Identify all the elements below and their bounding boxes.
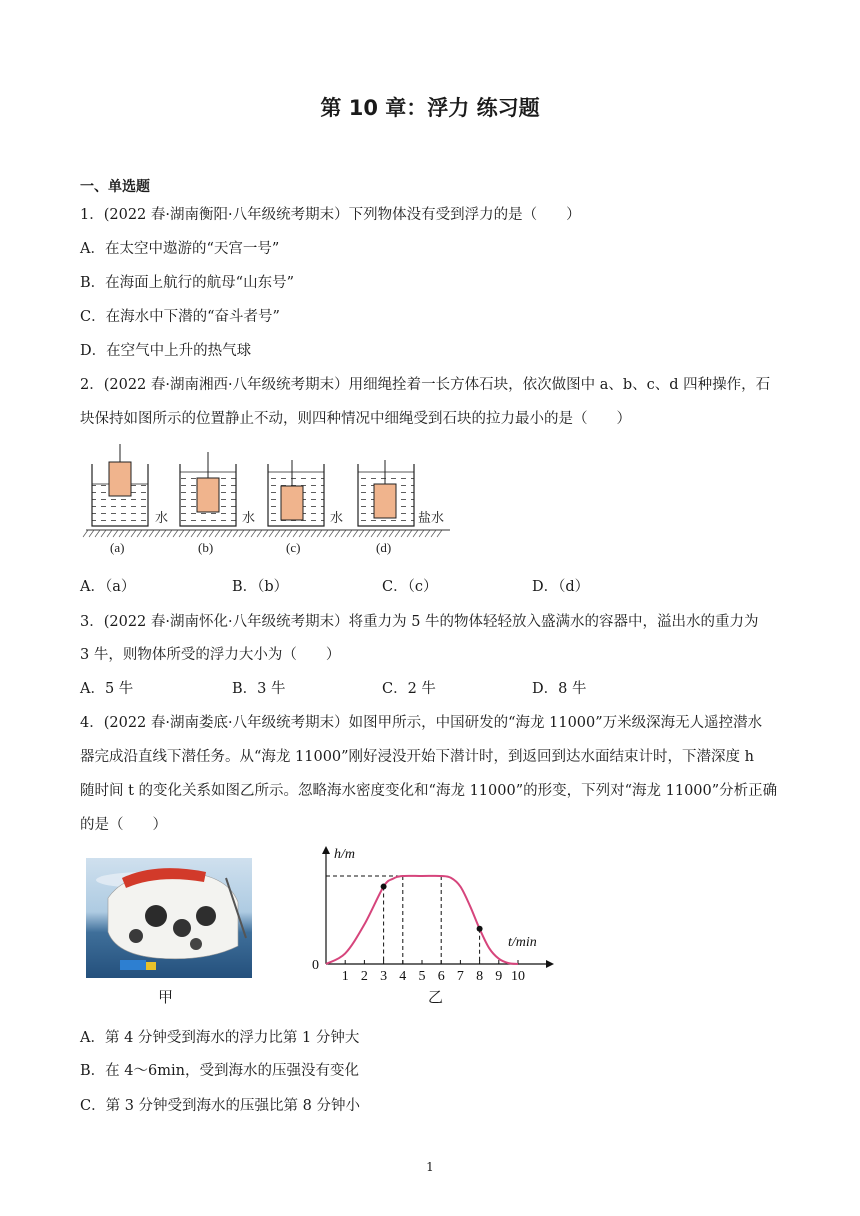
q2-stem-line1: 2．(2022 春·湖南湘西·八年级统考期末）用细绳拴着一长方体石块，依次做图中 a、b、c、d 四种操作，石	[80, 377, 771, 393]
y-axis-label: h/m	[334, 847, 355, 862]
q1-option-a: A．在太空中遨游的“天宫一号”	[80, 241, 280, 257]
q1-option-c: C．在海水中下潜的“奋斗者号”	[80, 309, 280, 325]
q3-stem-line2: 3 牛，则物体所受的浮力大小为（ ）	[80, 647, 341, 663]
origin-label: 0	[312, 958, 319, 973]
q2-stem-line2: 块保持如图所示的位置静止不动，则四种情况中细绳受到石块的拉力最小的是（ ）	[80, 411, 631, 427]
q4-stem-line3: 随时间 t 的变化关系如图乙所示。忽略海水密度变化和“海龙 11000”的形变，下列对“海龙 11000”分析正确	[80, 783, 778, 799]
q3-stem-line1: 3．(2022 春·湖南怀化·八年级统考期末）将重力为 5 牛的物体轻轻放入盛满水的容器中，溢出水的重力为	[80, 614, 759, 630]
q2-option-a: A．（a）	[80, 579, 136, 595]
q4-option-c: C．第 3 分钟受到海水的压强比第 8 分钟小	[80, 1098, 360, 1114]
marked-point-8	[477, 926, 483, 932]
q2-figure	[80, 440, 460, 564]
q1-stem: 1．(2022 春·湖南衡阳·八年级统考期末）下列物体没有受到浮力的是（ ）	[80, 207, 581, 223]
q1-option-d: D．在空气中上升的热气球	[80, 343, 252, 359]
q2-option-d: D．（d）	[532, 579, 590, 595]
q3-option-d: D．8 牛	[532, 681, 587, 697]
x-axis-arrow	[546, 960, 554, 968]
x-tick-label-5: 5	[418, 969, 426, 984]
x-tick-label-4: 4	[399, 969, 407, 984]
x-axis-label: t/min	[508, 935, 537, 950]
q3-option-a: A．5 牛	[80, 681, 134, 697]
x-tick-label-7: 7	[456, 969, 464, 984]
beaker-b	[180, 452, 236, 526]
x-tick-label-3: 3	[380, 969, 388, 984]
submersible-photo	[86, 858, 252, 978]
beaker-c	[268, 460, 324, 526]
y-axis-arrow	[322, 846, 330, 854]
q2-option-b: B．（b）	[232, 579, 289, 595]
q4-stem-line1: 4．(2022 春·湖南娄底·八年级统考期末）如图甲所示，中国研发的“海龙 11000”万米级深海无人遥控潜水	[80, 715, 763, 731]
beaker-d	[358, 460, 414, 526]
liquid-label-c: 水	[330, 511, 344, 526]
q4-stem-line4: 的是（ ）	[80, 817, 167, 833]
caption-a: (a)	[110, 540, 125, 555]
liquid-label-d: 盐水	[418, 511, 445, 526]
figure-caption-jia: 甲	[158, 988, 174, 1006]
q4-stem-line2: 器完成沿直线下潜任务。从“海龙 11000”刚好浸没开始下潜计时，到返回到达水面结束计时，下潜深度 h	[80, 749, 755, 765]
x-tick-label-8: 8	[476, 969, 484, 984]
liquid-label-a: 水	[155, 511, 169, 526]
q3-option-c: C．2 牛	[382, 681, 436, 697]
q3-option-b: B．3 牛	[232, 681, 286, 697]
page-number: 1	[426, 1160, 434, 1174]
q4-option-a: A．第 4 分钟受到海水的浮力比第 1 分钟大	[80, 1030, 360, 1046]
caption-d: (d)	[376, 540, 392, 555]
section-title: 一、单选题	[80, 179, 150, 195]
figure-caption-yi: 乙	[428, 988, 444, 1006]
marked-point-3	[381, 884, 387, 890]
x-tick-label-1: 1	[341, 969, 349, 984]
depth-curve	[326, 876, 518, 964]
x-tick-label-9: 9	[495, 969, 503, 984]
caption-c: (c)	[286, 540, 301, 555]
liquid-label-b: 水	[242, 511, 256, 526]
q1-option-b: B．在海面上航行的航母“山东号”	[80, 275, 294, 291]
x-tick-label-6: 6	[437, 969, 445, 984]
beaker-a	[92, 444, 148, 526]
caption-b: (b)	[198, 540, 214, 555]
page-title: 第 10 章：浮力 练习题	[320, 96, 540, 120]
x-tick-label-2: 2	[360, 969, 368, 984]
x-tick-label-10: 10	[511, 969, 525, 984]
q4-option-b: B．在 4～6min，受到海水的压强没有变化	[80, 1063, 359, 1079]
q2-option-c: C．（c）	[382, 579, 438, 595]
